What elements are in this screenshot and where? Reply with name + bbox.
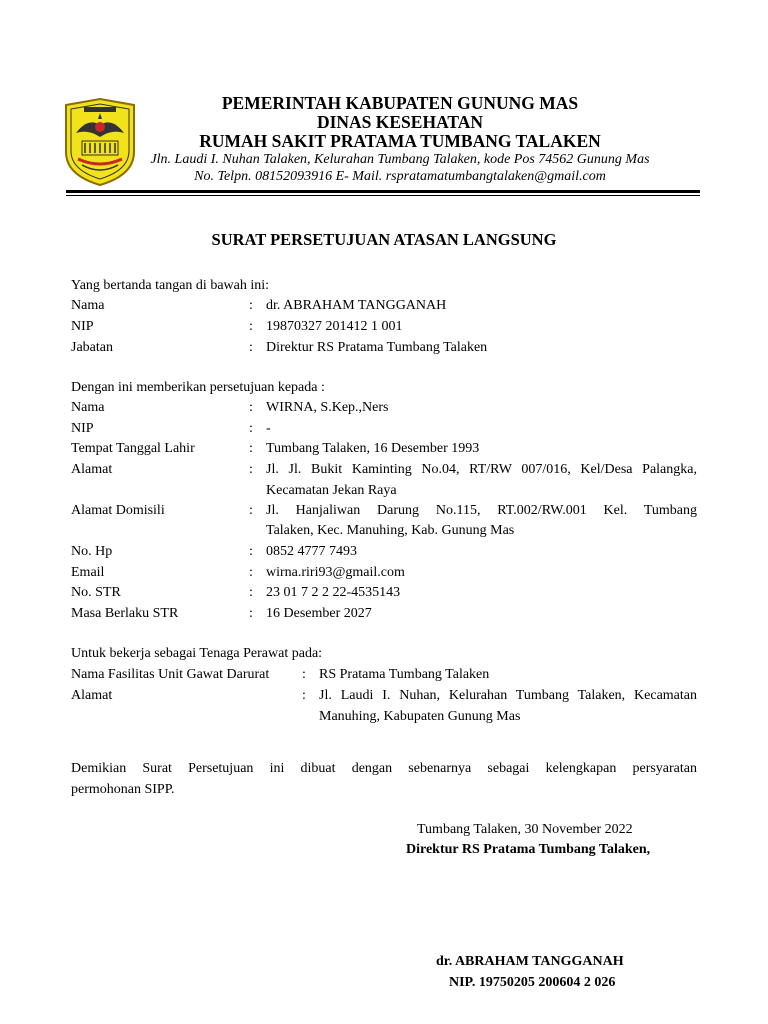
employee-str-label: No. STR	[71, 585, 121, 600]
employee-email-value: wirna.riri93@gmail.com	[266, 565, 405, 580]
signer-nip-value: 19870327 201412 1 001	[266, 319, 403, 334]
employee-str-expiry-value: 16 Desember 2027	[266, 606, 372, 621]
employee-email-label: Email	[71, 565, 105, 580]
employee-phone-label: No. Hp	[71, 544, 113, 559]
employee-phone-value: 0852 4777 7493	[266, 544, 357, 559]
colon: :	[249, 421, 253, 436]
closing-paragraph-line1: Demikian Surat Persetujuan ini dibuat dengan sebenarnya sebagai kelengkapan persyaratan	[71, 761, 697, 776]
employee-str-value: 23 01 7 2 2 22-4535143	[266, 585, 401, 600]
regency-emblem-logo	[62, 97, 138, 187]
colon: :	[249, 441, 253, 456]
facility-address-label: Alamat	[71, 688, 113, 703]
letterhead-address: Jln. Laudi I. Nuhan Talaken, Kelurahan Tumbang Talaken, kode Pos 74562 Gunung Mas	[150, 152, 650, 167]
colon: :	[249, 585, 253, 600]
signature-name: dr. ABRAHAM TANGGANAH	[436, 954, 624, 969]
signer-position-value: Direktur RS Pratama Tumbang Talaken	[266, 340, 488, 355]
letterhead	[150, 94, 650, 185]
employee-birth-value: Tumbang Talaken, 16 Desember 1993	[266, 441, 480, 456]
employee-nip-label: NIP	[71, 421, 94, 436]
employee-domicile-label: Alamat Domisili	[71, 503, 165, 518]
colon: :	[249, 340, 253, 355]
facility-address-value-line1: Jl. Laudi I. Nuhan, Kelurahan Tumbang Talaken, Kecamatan	[319, 688, 697, 703]
employee-name-value: WIRNA, S.Kep.,Ners	[266, 400, 389, 415]
signer-name-value: dr. ABRAHAM TANGGANAH	[266, 298, 447, 313]
letterhead-department: DINAS KESEHATAN	[316, 112, 484, 132]
colon: :	[249, 462, 253, 477]
colon: :	[249, 544, 253, 559]
signature-place-date: Tumbang Talaken, 30 November 2022	[417, 822, 633, 837]
colon: :	[249, 400, 253, 415]
letterhead-divider-thin	[66, 195, 700, 196]
letter-title: SURAT PERSETUJUAN ATASAN LANGSUNG	[211, 230, 557, 249]
employee-birth-label: Tempat Tanggal Lahir	[71, 441, 195, 456]
employee-str-expiry-label: Masa Berlaku STR	[71, 606, 179, 621]
employee-address-value-line2: Kecamatan Jekan Raya	[266, 483, 397, 498]
work-intro-text: Untuk bekerja sebagai Tenaga Perawat pada:	[71, 646, 323, 661]
colon: :	[302, 688, 306, 703]
letterhead-government: PEMERINTAH KABUPATEN GUNUNG MAS	[221, 93, 579, 113]
employee-nip-value: -	[266, 421, 271, 436]
employee-address-value-line1: Jl. Jl. Bukit Kaminting No.04, RT/RW 007/016, Kel/Desa Palangka,	[266, 462, 697, 477]
facility-name-value: RS Pratama Tumbang Talaken	[319, 667, 490, 682]
letterhead-contact: No. Telpn. 08152093916 E- Mail. rspratamatumbangtalaken@gmail.com	[194, 169, 606, 184]
employee-address-label: Alamat	[71, 462, 113, 477]
colon: :	[302, 667, 306, 682]
colon: :	[249, 319, 253, 334]
colon: :	[249, 503, 253, 518]
signer-name-label: Nama	[71, 298, 105, 313]
employee-name-label: Nama	[71, 400, 105, 415]
employee-domicile-value-line2: Talaken, Kec. Manuhing, Kab. Gunung Mas	[266, 523, 515, 538]
colon: :	[249, 565, 253, 580]
approval-intro-text: Dengan ini memberikan persetujuan kepada :	[71, 380, 325, 395]
facility-name-label: Nama Fasilitas Unit Gawat Darurat	[71, 667, 270, 682]
signer-position-label: Jabatan	[71, 340, 113, 355]
facility-address-value-line2: Manuhing, Kabupaten Gunung Mas	[319, 709, 521, 724]
employee-domicile-value-line1: Jl. Hanjaliwan Darung No.115, RT.002/RW.001 Kel. Tumbang	[266, 503, 697, 518]
letterhead-hospital: RUMAH SAKIT PRATAMA TUMBANG TALAKEN	[199, 131, 601, 151]
closing-paragraph-line2: permohonan SIPP.	[71, 782, 175, 797]
intro-text: Yang bertanda tangan di bawah ini:	[71, 278, 270, 293]
signature-nip: NIP. 19750205 200604 2 026	[449, 975, 616, 990]
signer-nip-label: NIP	[71, 319, 94, 334]
letterhead-divider-thick	[66, 190, 700, 193]
colon: :	[249, 298, 253, 313]
colon: :	[249, 606, 253, 621]
signature-position: Direktur RS Pratama Tumbang Talaken,	[406, 842, 651, 857]
